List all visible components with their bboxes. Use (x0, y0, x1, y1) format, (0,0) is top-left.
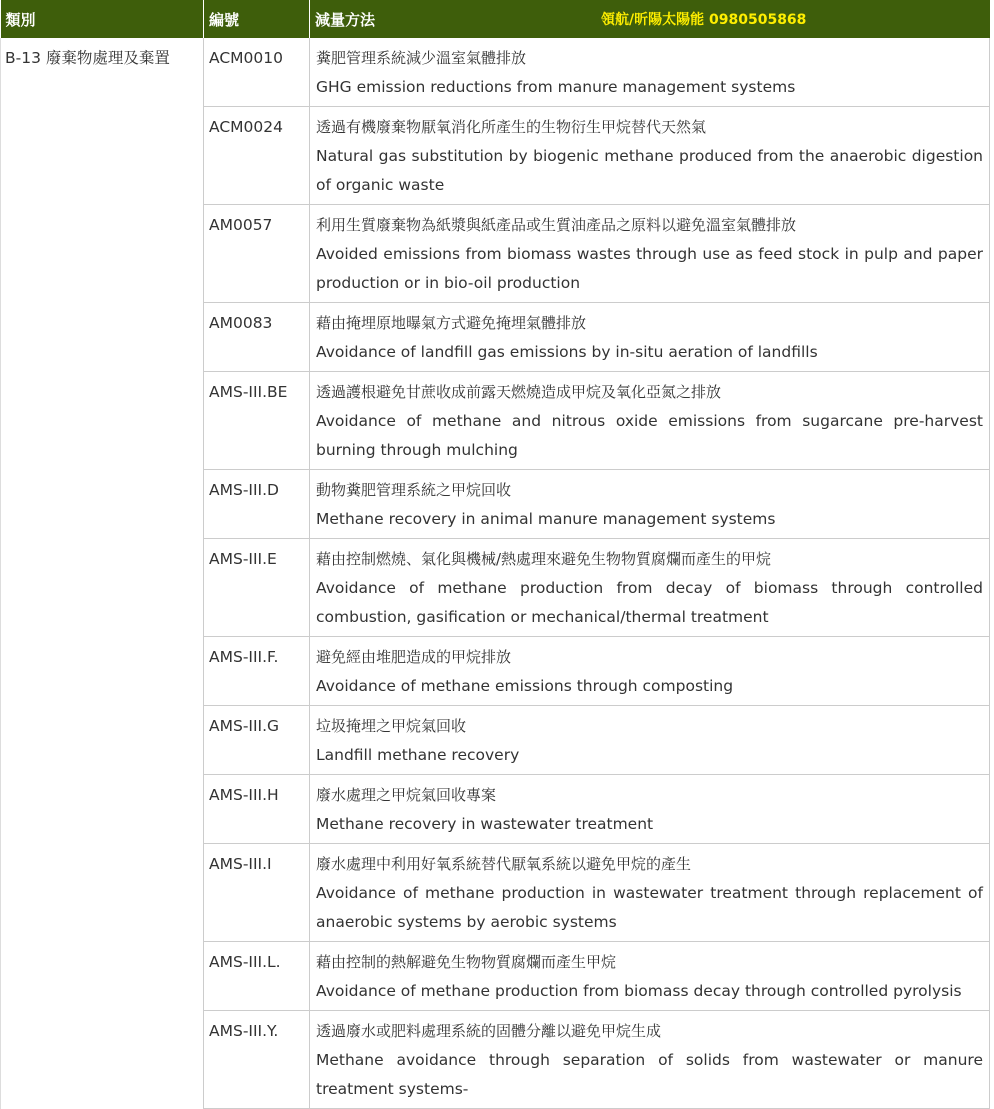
method-name-en: Methane recovery in wastewater treatment (316, 815, 654, 833)
method-code: AMS-III.H (204, 775, 310, 844)
method-name-en: Avoidance of methane production in wastewater treatment through replacement of anaerobic systems by aerobic systems (316, 884, 983, 931)
method-name-zh: 藉由控制燃燒、氣化與機械/熱處理來避免生物物質腐爛而產生的甲烷 (316, 550, 772, 568)
method-name-en: Landfill methane recovery (316, 746, 520, 764)
method-name-en: Methane recovery in animal manure management systems (316, 510, 776, 528)
header-category: 類別 (1, 0, 204, 38)
method-name-zh: 避免經由堆肥造成的甲烷排放 (316, 648, 512, 666)
category-cell: B-13 廢棄物處理及棄置 (1, 38, 204, 1109)
method-name-zh: 動物糞肥管理系統之甲烷回收 (316, 481, 512, 499)
method-name-zh: 糞肥管理系統減少溫室氣體排放 (316, 49, 527, 67)
method-name-en: Avoidance of methane and nitrous oxide emissions from sugarcane pre-harvest burning through mulching (316, 412, 983, 459)
method-code: ACM0010 (204, 38, 310, 107)
method-code: AMS-III.G (204, 706, 310, 775)
method-name-zh: 垃圾掩埋之甲烷氣回收 (316, 717, 467, 735)
method-description (310, 205, 990, 303)
method-description (310, 539, 990, 637)
method-name-zh: 藉由控制的熱解避免生物物質腐爛而產生甲烷 (316, 953, 617, 971)
method-name-zh: 透過有機廢棄物厭氧消化所產生的生物衍生甲烷替代天然氣 (316, 118, 707, 136)
method-name-en: Avoidance of landfill gas emissions by in-situ aeration of landfills (316, 343, 818, 361)
method-name-zh: 透過護根避免甘蔗收成前露天燃燒造成甲烷及氧化亞氮之排放 (316, 383, 722, 401)
table-header-row (1, 0, 990, 38)
method-description (310, 1011, 990, 1109)
method-description (310, 38, 990, 107)
method-name-zh: 藉由掩埋原地曝氣方式避免掩埋氣體排放 (316, 314, 587, 332)
table-row (1, 38, 990, 107)
method-description (310, 303, 990, 372)
method-description (310, 844, 990, 942)
method-description (310, 942, 990, 1011)
method-code: AM0057 (204, 205, 310, 303)
method-name-en: Avoidance of methane production from biomass decay through controlled pyrolysis (316, 982, 962, 1000)
method-code: AM0083 (204, 303, 310, 372)
method-code: AMS-III.I (204, 844, 310, 942)
method-code: AMS-III.D (204, 470, 310, 539)
method-description (310, 775, 990, 844)
method-code: ACM0024 (204, 107, 310, 205)
method-description (310, 706, 990, 775)
method-description (310, 372, 990, 470)
method-name-en: Avoidance of methane emissions through composting (316, 677, 734, 695)
header-method-label: 減量方法 (315, 10, 376, 29)
method-name-zh: 廢水處理之甲烷氣回收專案 (316, 786, 497, 804)
method-name-en: GHG emission reductions from manure management systems (316, 78, 796, 96)
method-name-en: Natural gas substitution by biogenic methane produced from the anaerobic digestion of organic waste (316, 147, 983, 194)
method-description (310, 470, 990, 539)
method-name-zh: 透過廢水或肥料處理系統的固體分離以避免甲烷生成 (316, 1022, 662, 1040)
method-description (310, 107, 990, 205)
method-name-en: Avoided emissions from biomass wastes through use as feed stock in pulp and paper production or in bio-oil production (316, 245, 983, 292)
method-description (310, 637, 990, 706)
method-name-zh: 廢水處理中利用好氧系統替代厭氧系統以避免甲烷的產生 (316, 855, 692, 873)
header-method (310, 0, 990, 38)
method-name-zh: 利用生質廢棄物為紙漿與紙產品或生質油產品之原料以避免溫室氣體排放 (316, 216, 797, 234)
header-code: 編號 (204, 0, 310, 38)
method-code: AMS-III.F. (204, 637, 310, 706)
method-code: AMS-III.BE (204, 372, 310, 470)
brand-contact: 領航/昕陽太陽能 0980505868 (601, 12, 807, 28)
method-code: AMS-III.E (204, 539, 310, 637)
method-code: AMS-III.Y. (204, 1011, 310, 1109)
method-name-en: Avoidance of methane production from decay of biomass through controlled combustion, gasification or mechanical/thermal treatment (316, 579, 983, 626)
method-name-en: Methane avoidance through separation of solids from wastewater or manure treatment systems- (316, 1051, 983, 1098)
method-code: AMS-III.L. (204, 942, 310, 1011)
